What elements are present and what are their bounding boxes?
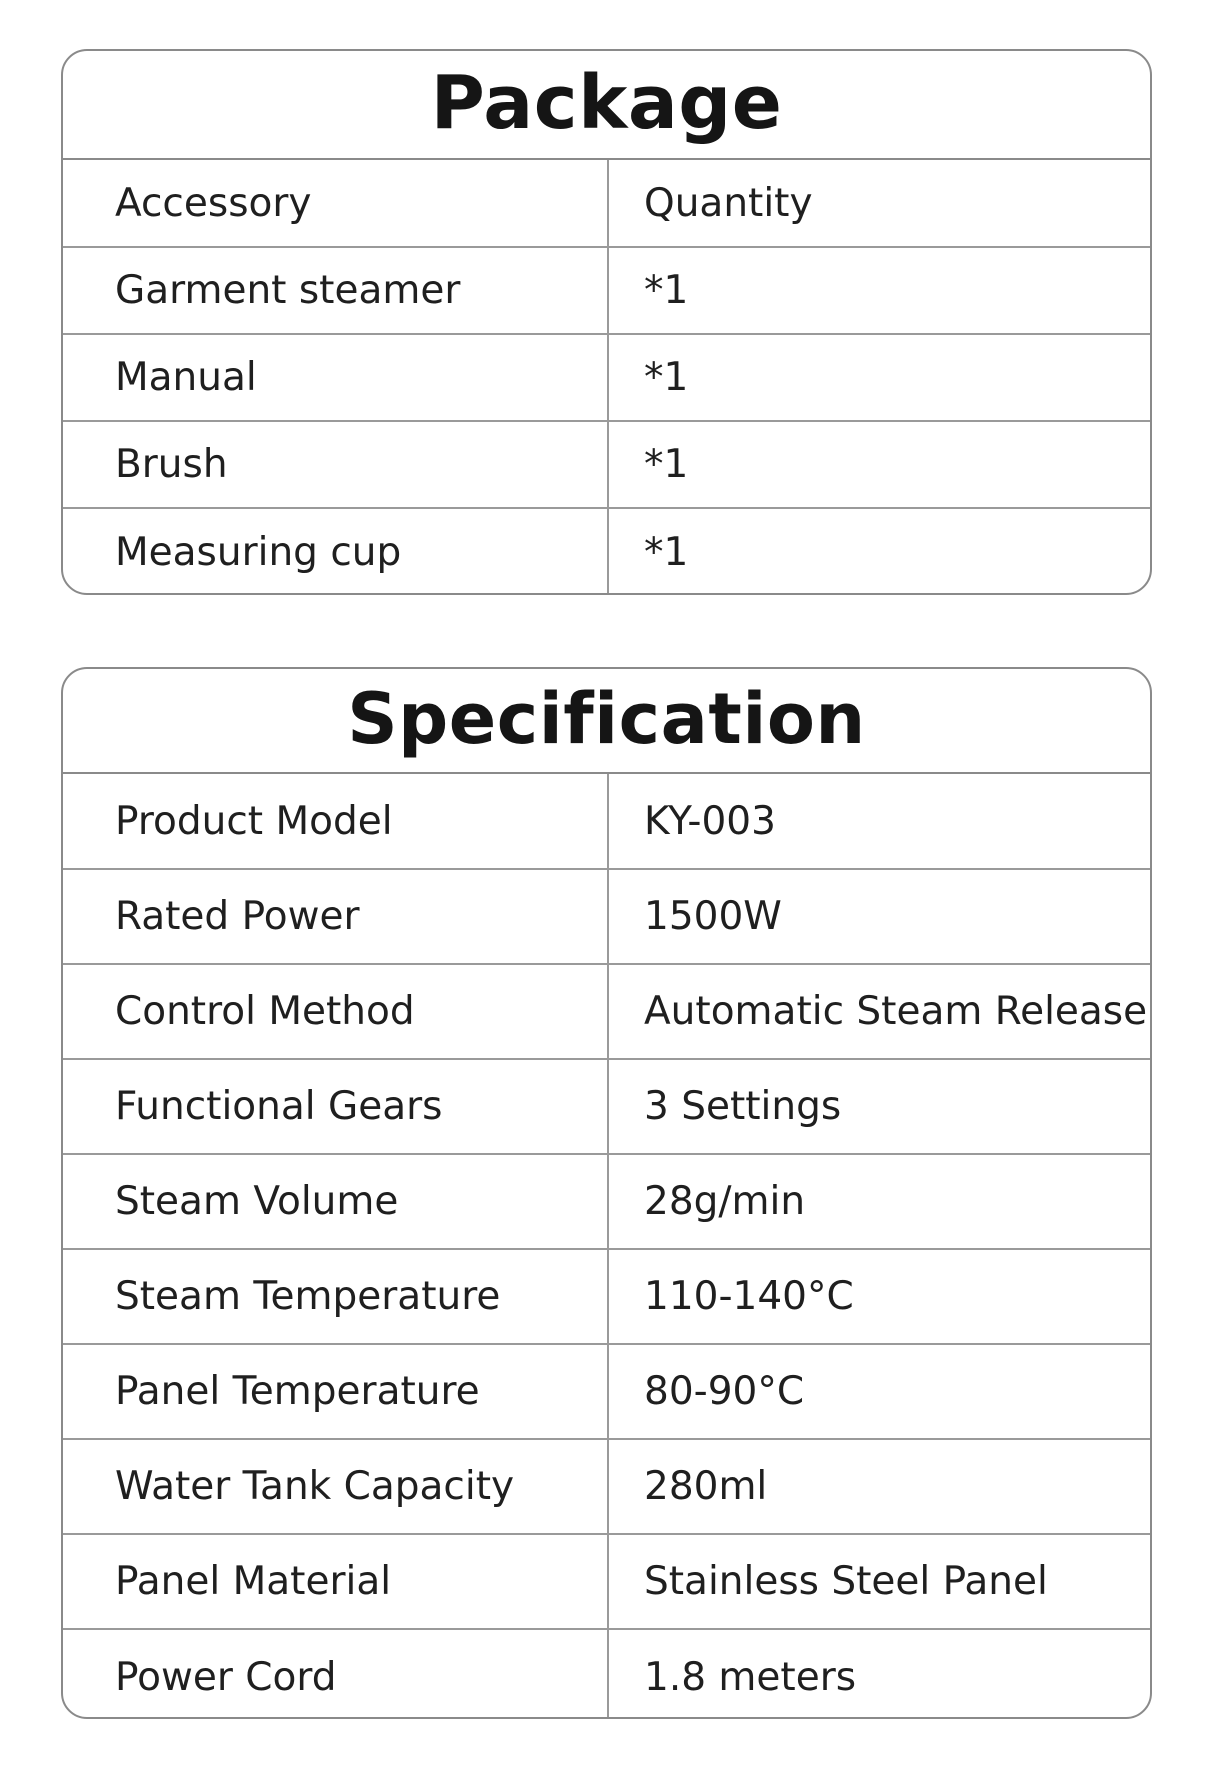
spec-value: KY-003 [608,774,1150,869]
spec-label: Rated Power [63,869,608,964]
package-table [63,160,1150,595]
spec-value: 3 Settings [608,1059,1150,1154]
table-row [63,869,1150,964]
accessory-cell: Measuring cup [63,508,608,595]
table-row [63,774,1150,869]
spec-value: Automatic Steam Release [608,964,1150,1059]
spec-value: 110-140°C [608,1249,1150,1344]
accessory-cell: Garment steamer [63,247,608,334]
table-row [63,1059,1150,1154]
table-row [63,1344,1150,1439]
spec-label: Panel Material [63,1534,608,1629]
table-row [63,247,1150,334]
table-row [63,964,1150,1059]
quantity-cell: *1 [644,529,689,575]
quantity-cell: *1 [608,421,1150,508]
table-row [63,1439,1150,1534]
table-row [63,508,1150,595]
specification-card [61,667,1152,1719]
package-header-row [63,160,1150,247]
spec-label: Water Tank Capacity [63,1439,608,1534]
spec-label: Product Model [63,774,608,869]
specification-title: Specification [63,669,1150,774]
spec-label: Control Method [63,964,608,1059]
quantity-cell: *1 [608,334,1150,421]
quantity-cell: *1 [608,247,1150,334]
accessory-cell: Manual [63,334,608,421]
quantity-header: Quantity [608,160,1150,247]
package-card [61,49,1152,595]
specification-table [63,774,1150,1719]
spec-label: Functional Gears [63,1059,608,1154]
spec-label: Steam Volume [63,1154,608,1249]
spec-label: Steam Temperature [63,1249,608,1344]
table-row [63,1534,1150,1629]
accessory-header: Accessory [63,160,608,247]
spec-value: 280ml [608,1439,1150,1534]
spec-label: Panel Temperature [63,1344,608,1439]
spec-label: Power Cord [63,1629,608,1719]
spec-value: 80-90°C [608,1344,1150,1439]
package-title: Package [63,51,1150,160]
table-row [63,1629,1150,1719]
accessory-cell: Brush [63,421,608,508]
spec-value: 1.8 meters [644,1654,857,1700]
table-row [63,334,1150,421]
spec-value: 1500W [608,869,1150,964]
spec-value: 28g/min [608,1154,1150,1249]
table-row [63,1249,1150,1344]
spec-value: Stainless Steel Panel [608,1534,1150,1629]
table-row [63,1154,1150,1249]
table-row [63,421,1150,508]
